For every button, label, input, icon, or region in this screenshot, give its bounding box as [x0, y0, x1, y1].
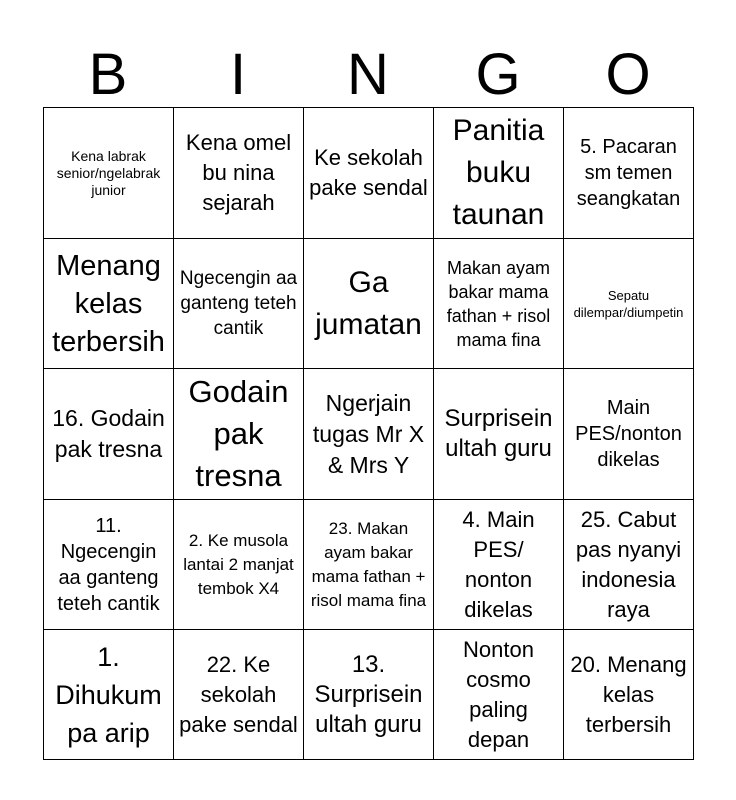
grid-row-1 [44, 108, 694, 239]
bingo-cell[interactable]: Ga jumatan [304, 239, 434, 369]
bingo-cell[interactable]: 23. Makan ayam bakar mama fathan + risol mama fina [304, 500, 434, 630]
grid-row-3 [44, 369, 694, 500]
bingo-card-grid [43, 107, 694, 760]
bingo-cell[interactable]: Surprisein ultah guru [434, 369, 564, 500]
bingo-cell[interactable]: 25. Cabut pas nyanyi indonesia raya [564, 500, 694, 630]
bingo-cell[interactable]: Panitia buku taunan [434, 108, 564, 239]
grid-row-5 [44, 630, 694, 760]
bingo-cell[interactable]: 11. Ngecengin aa ganteng teteh cantik [44, 500, 174, 630]
bingo-cell[interactable]: 16. Godain pak tresna [44, 369, 174, 500]
grid-row-2 [44, 239, 694, 369]
bingo-cell[interactable]: 4. Main PES/ nonton dikelas [434, 500, 564, 630]
bingo-cell[interactable]: Kena omel bu nina sejarah [174, 108, 304, 239]
bingo-cell[interactable]: Makan ayam bakar mama fathan + risol mama fina [434, 239, 564, 369]
header-letter-i: I [229, 42, 247, 107]
header-letter-o: O [605, 42, 651, 107]
bingo-cell[interactable]: 1. Dihukum pa arip [44, 630, 174, 760]
header-letter-b: B [88, 42, 128, 107]
bingo-header [43, 42, 693, 108]
bingo-cell[interactable]: Main PES/nonton dikelas [564, 369, 694, 500]
bingo-cell[interactable]: Nonton cosmo paling depan [434, 630, 564, 760]
bingo-cell[interactable]: Kena labrak senior/ngelabrak junior [44, 108, 174, 239]
header-letter-g: G [475, 42, 521, 107]
grid-row-4 [44, 500, 694, 630]
bingo-cell[interactable]: 13. Surprisein ultah guru [304, 630, 434, 760]
header-letter-n: N [347, 42, 389, 107]
bingo-cell[interactable]: 22. Ke sekolah pake sendal [174, 630, 304, 760]
bingo-cell[interactable]: Ngerjain tugas Mr X & Mrs Y [304, 369, 434, 500]
bingo-cell[interactable]: 5. Pacaran sm temen seangkatan [564, 108, 694, 239]
bingo-cell[interactable]: Sepatu dilempar/diumpetin [564, 239, 694, 369]
bingo-cell[interactable]: Godain pak tresna [174, 369, 304, 500]
bingo-cell[interactable]: 20. Menang kelas terbersih [564, 630, 694, 760]
bingo-cell[interactable]: Ngecengin aa ganteng teteh cantik [174, 239, 304, 369]
bingo-cell[interactable]: Menang kelas terbersih [44, 239, 174, 369]
bingo-cell[interactable]: Ke sekolah pake sendal [304, 108, 434, 239]
bingo-cell[interactable]: 2. Ke musola lantai 2 manjat tembok X4 [174, 500, 304, 630]
